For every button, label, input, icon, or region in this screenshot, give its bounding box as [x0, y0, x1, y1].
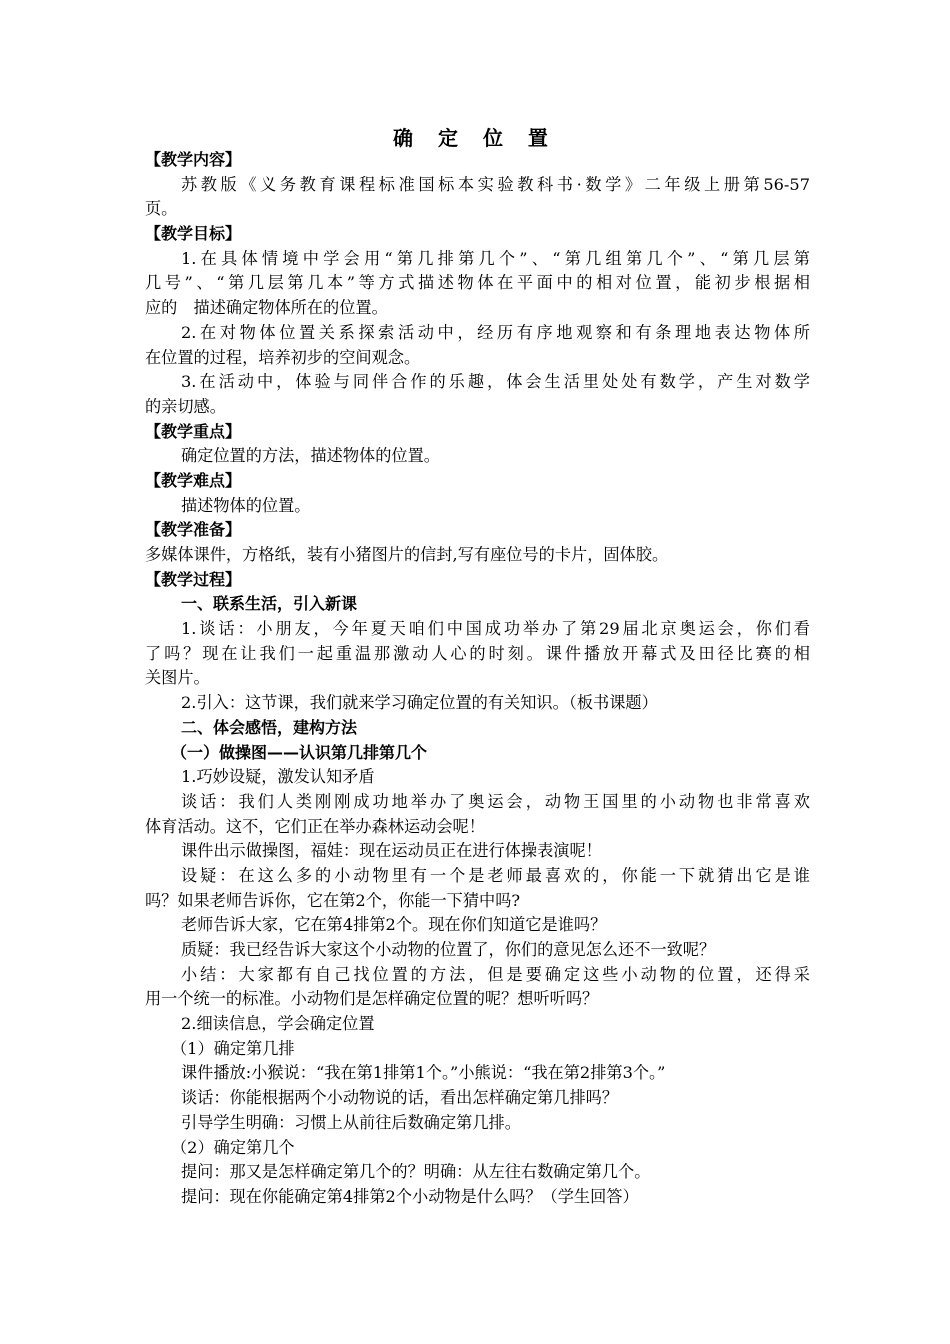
text-line: 吗？如果老师告诉你，它在第2个，你能一下猜中吗?	[145, 890, 521, 910]
text-line: 在位置的过程，培养初步的空间观念。	[145, 347, 421, 367]
text-line: 老师告诉大家，它在第4排第2个。现在你们知道它是谁吗？	[181, 915, 607, 935]
text-line: 提问：现在你能确定第4排第2个小动物是什么吗？（学生回答）	[181, 1186, 639, 1206]
text-line: 确定位置的方法，描述物体的位置。	[181, 446, 440, 466]
text-line: 描述物体的位置。	[181, 495, 311, 515]
text-line: （2）确定第几个	[171, 1137, 295, 1157]
text-line: 谈话：我们人类刚刚成功地举办了奥运会，动物王国里的小动物也非常喜欢	[181, 791, 810, 811]
text-line: 用一个统一的标准。小动物们是怎样确定位置的呢？想听听吗？	[145, 989, 599, 1009]
section-heading: 【教学难点】	[145, 470, 242, 490]
text-line: 1.在具体情境中学会用“第几排第几个”、“第几组第几个”、“第几层第	[181, 248, 810, 268]
text-line: 谈话：你能根据两个小动物说的话，看出怎样确定第几排吗？	[181, 1088, 619, 1108]
text-line: 关图片。	[145, 668, 210, 688]
text-line: 多媒体课件，方格纸，装有小猪图片的信封,写有座位号的卡片，固体胶。	[145, 545, 669, 564]
text-line: 1.谈话：小朋友，今年夏天咱们中国成功举办了第29届北京奥运会，你们看	[181, 619, 810, 639]
text-line: 3.在活动中，体验与同伴合作的乐趣，体会生活里处处有数学，产生对数学	[181, 372, 810, 392]
section-heading: 【教学内容】	[145, 150, 242, 169]
section-heading: 【教学目标】	[145, 224, 242, 244]
text-line: 2.在对物体位置关系探索活动中，经历有序地观察和有条理地表达物体所	[181, 322, 810, 342]
section-heading: 【教学重点】	[145, 421, 242, 441]
text-line: 应的 描述确定物体所在的位置。	[145, 298, 388, 318]
text-line: 几号”、“第几层第几本”等方式描述物体在平面中的相对位置，能初步根据相	[145, 273, 810, 293]
text-line: 1.巧妙设疑，激发认知矛盾	[181, 767, 375, 787]
text-line: 提问：那又是怎样确定第几个的？明确：从左往右数确定第几个。	[181, 1162, 651, 1182]
document-body	[145, 148, 810, 1210]
text-line: 课件出示做操图，福娃：现在运动员正在进行体操表演呢！	[181, 841, 602, 861]
text-line: 课件播放:小猴说：“我在第1排第1个。”小熊说：“我在第2排第3个。”	[181, 1063, 666, 1083]
text-line: 引导学生明确：习惯上从前往后数确定第几排。	[181, 1112, 521, 1132]
text-line: 2.细读信息，学会确定位置	[181, 1014, 375, 1034]
document-title: 确 定 位 置	[393, 126, 557, 150]
text-line: 设疑：在这么多的小动物里有一个是老师最喜欢的，你能一下就猜出它是谁	[181, 865, 810, 885]
text-line: 小结：大家都有自己找位置的方法，但是要确定这些小动物的位置，还得采	[181, 964, 810, 984]
subsection-heading: 二、体会感悟，建构方法	[181, 717, 358, 737]
text-line: 苏教版《义务教育课程标准国标本实验教科书·数学》二年级上册第56-57	[181, 174, 810, 194]
section-heading: 【教学过程】	[145, 569, 242, 589]
section-heading: 【教学准备】	[145, 520, 242, 540]
text-line: （1）确定第几排	[171, 1038, 295, 1058]
text-line: 的亲切感。	[145, 396, 226, 416]
text-line: 页。	[145, 199, 178, 219]
subsection-heading: （一）做操图——认识第几排第几个	[171, 742, 428, 762]
subsection-heading: 一、联系生活，引入新课	[181, 594, 358, 614]
text-line: 了吗？现在让我们一起重温那激动人心的时刻。课件播放开幕式及田径比赛的相	[145, 643, 810, 663]
text-line: 质疑：我已经告诉大家这个小动物的位置了，你们的意见怎么还不一致呢？	[181, 940, 716, 959]
text-line: 2.引入：这节课，我们就来学习确定位置的有关知识。（板书课题）	[181, 693, 658, 713]
text-line: 体育活动。这不，它们正在举办森林运动会呢！	[145, 816, 485, 836]
